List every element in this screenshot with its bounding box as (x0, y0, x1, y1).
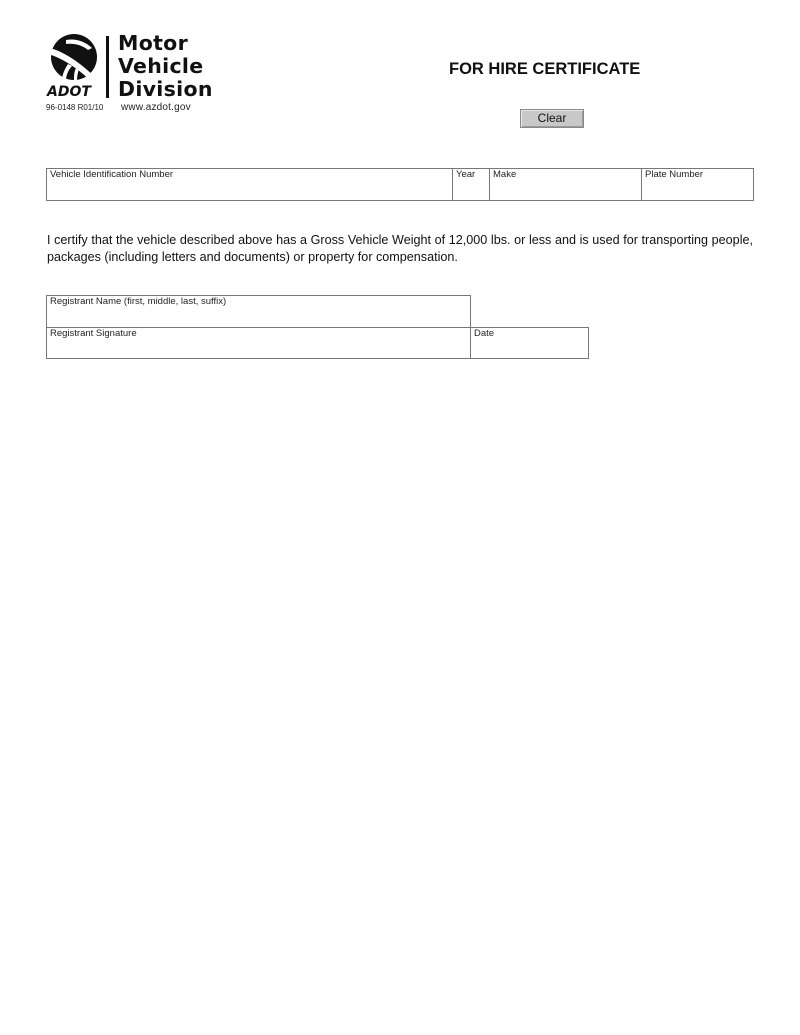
vin-label: Vehicle Identification Number (50, 169, 174, 180)
vin-field[interactable] (47, 169, 452, 200)
make-field[interactable] (489, 169, 641, 200)
vehicle-info-table (46, 168, 754, 201)
year-label: Year (456, 169, 476, 180)
registrant-name-field[interactable] (46, 295, 471, 328)
registrant-name-label: Registrant Name (first, middle, last, suffix) (50, 296, 227, 307)
form-number: 96-0148 R01/10 (46, 103, 104, 112)
certification-statement: I certify that the vehicle described above has a Gross Vehicle Weight of 12,000 lbs. or less and is used for transporting people, packages (including letters and documents) or property for compensation. (47, 233, 753, 264)
date-field[interactable] (470, 327, 589, 359)
date-label: Date (474, 328, 495, 339)
plate-number-label: Plate Number (645, 169, 704, 180)
division-line-2: Vehicle (118, 54, 204, 78)
clear-button[interactable]: Clear (520, 109, 584, 128)
registrant-signature-field[interactable] (46, 327, 471, 359)
division-line-1: Motor (118, 31, 188, 55)
adot-text: ADOT (47, 84, 91, 98)
website-link[interactable]: www.azdot.gov (121, 102, 191, 113)
registrant-signature-label: Registrant Signature (50, 328, 137, 339)
adot-mvd-logo (46, 31, 226, 104)
page-title: FOR HIRE CERTIFICATE (449, 60, 641, 78)
logo-divider (106, 36, 109, 98)
division-line-3: Division (118, 77, 213, 101)
adot-logo-icon (46, 34, 102, 98)
plate-number-field[interactable] (641, 169, 753, 200)
make-label: Make (493, 169, 517, 180)
year-field[interactable] (452, 169, 489, 200)
division-name (118, 32, 213, 101)
